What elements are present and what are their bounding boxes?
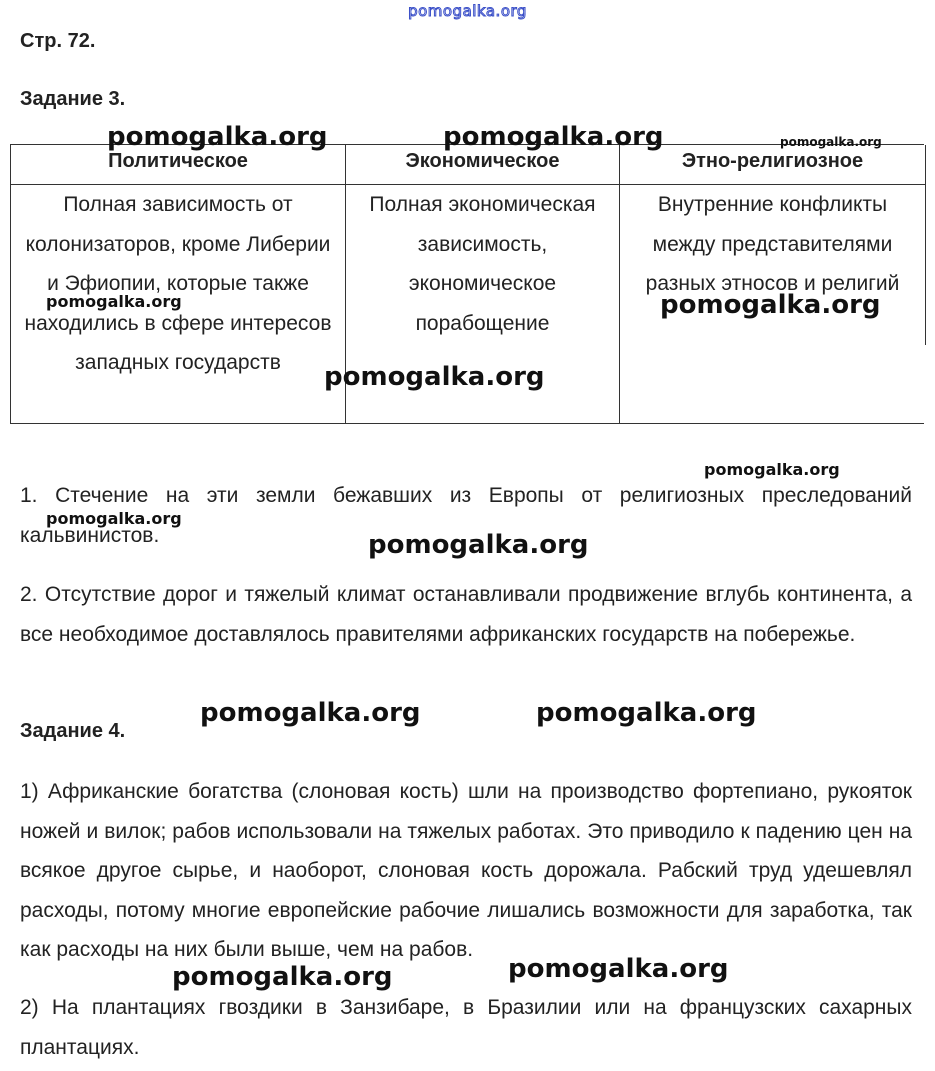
watermark-text: pomogalka.org (46, 292, 182, 311)
watermark-text: pomogalka.org (660, 290, 881, 320)
table-header-ethno-religious: Этно-религиозное (620, 145, 925, 185)
task3-answer-2: 2. Отсутствие дорог и тяжелый климат останавливали продвижение вглубь континента, а все необходимое доставлялось правителями африканских государств на побережье. (20, 583, 912, 646)
task4-answer-1: 1) Африканские богатства (слоновая кость) шли на производство фортепиано, рукояток ножей и вилок; рабов использовали на тяжелых работах. Это приводило к падению цен на всякое другое сырье, и наоборот, слоновая кость дорожала. Рабский труд удешевлял расходы, потому многие европейские рабочие лишались возможности для заработка, так как расходы на них были выше, чем на рабов. (20, 780, 912, 961)
watermark-text: pomogalka.org (780, 135, 882, 149)
task3-heading: Задание 3. (20, 88, 126, 110)
table-header-political: Политическое (11, 145, 345, 185)
watermark-text: pomogalka.org (443, 122, 664, 152)
task3-answer-1: 1. Стечение на эти земли бежавших из Европы от религиозных преследований кальвинистов. (20, 484, 912, 547)
table-column-political (11, 145, 346, 423)
page-number: Стр. 72. (20, 30, 96, 52)
watermark-text: pomogalka.org (368, 530, 589, 560)
watermark-text: pomogalka.org (536, 698, 757, 728)
watermark-text: pomogalka.org (107, 122, 328, 152)
watermark-text: pomogalka.org (508, 954, 729, 984)
table-cell-ethno-religious: Внутренние конфликты между представителями разных этносов и религий (645, 193, 900, 295)
table-cell-economic: Полная экономическая зависимость, экономическое порабощение (369, 193, 596, 335)
watermark-text: pomogalka.org (172, 962, 393, 992)
watermark-text: pomogalka.org (324, 362, 545, 392)
watermark-text: pomogalka.org (46, 509, 182, 528)
table-header-economic: Экономическое (346, 145, 619, 185)
watermark-text: pomogalka.org (200, 698, 421, 728)
table-right-border (925, 145, 926, 345)
table-cell-political: Полная зависимость от колонизаторов, кроме Либерии и Эфиопии, которые также находились в сфере интересов западных государств (24, 193, 332, 374)
watermark-text: pomogalka.org (704, 460, 840, 479)
task4-heading: Задание 4. (20, 720, 126, 742)
site-header-watermark: pomogalka.org (408, 2, 527, 20)
table-column-ethno-religious (620, 145, 925, 423)
task4-answer-2: 2) На плантациях гвоздики в Занзибаре, в Бразилии или на французских сахарных плантациях. (20, 996, 912, 1059)
